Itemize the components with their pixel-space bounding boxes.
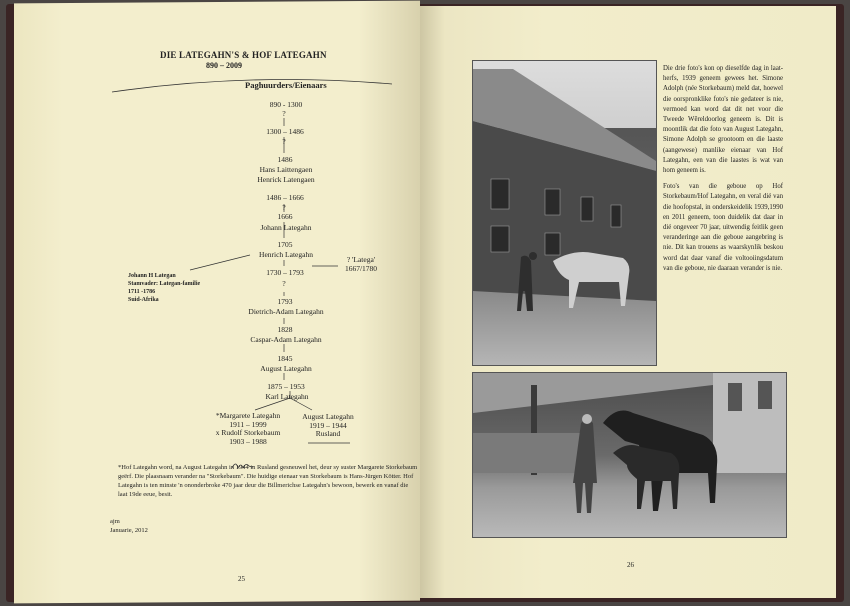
tree-node: Dietrich-Adam Lategahn <box>248 307 324 316</box>
farmhouse-photo-drawing <box>473 61 656 365</box>
tree-node: ? <box>282 109 286 118</box>
page-number-left: 25 <box>238 575 245 583</box>
tree-node: 1793 <box>277 297 293 306</box>
tree-node: 1486 <box>277 155 293 164</box>
tree-node: 1875 – 1953 <box>267 382 305 391</box>
tree-node: 1666 <box>277 212 293 221</box>
child-august: August Lategahn 1919 – 1944 Rusland <box>302 412 354 438</box>
tree-node: Karl Lategahn <box>265 392 309 401</box>
tree-node: 1486 – 1666 <box>266 193 304 202</box>
paragraph-1: Die drie foto's kon op dieselfde dag in laat-herfs, 1939 geneem gewees het. Simone Adolph (née Storkebaum) meld dat, hoewel die oorspronklike foto's nie gedateer is nie, vermoed kan word dat dit net voor die Tweede Wêreldoorlog geneem is. Dit is moontlik dat die foto van August Lategahn, Simone Adolph se grootoom en die laaste (aangewese) manlike eienaar van Hof Lategahn, een van die laastes is wat van hom geneem is. <box>663 65 783 175</box>
child-margarete: *Margarete Lategahn 1911 – 1999 x Rudolf Storkebaum 1903 – 1988 <box>215 411 281 446</box>
paragraph-2: Foto's van die geboue op Hof Storkebaum/Hof Lategahn, en veral dié van die hoofopstal, in onderskeidelik 1939,1990 en 2011 geneem, toon duidelik dat daar in dié ongeveer 70 jaar, uitwendig feitlik geen veranderinge aan die geboue aangebring is nie. Dit kan trouens as waarskynlik beskou word dat daar vanaf die voltooiingsdatum van die geboue, nie daaraan verander is nie. <box>663 183 783 272</box>
tree-node: Henrick Latengaen <box>257 175 315 184</box>
title-years: 890 – 2009 <box>206 61 242 70</box>
farmhouse-photo <box>472 60 657 366</box>
tree-node: ? <box>282 203 286 212</box>
signature-block: ajm Januarie, 2012 <box>110 518 148 534</box>
right-page-text <box>663 64 783 280</box>
tree-node: 1705 <box>277 240 293 249</box>
side-right-node: ? 'Latega' 1667/1780 <box>344 255 378 273</box>
side-ancestor: Johann H Lategan Stamvader: Lategan-familie 1711 -1786 Suid-Afrika <box>128 273 201 303</box>
tree-node: Hans Laittengaen <box>259 165 313 174</box>
tree-node: 1828 <box>277 325 293 334</box>
tree-heading: Paghuurders/Eienaars <box>245 80 327 90</box>
tree-node: Henrich Lategahn <box>259 250 313 259</box>
tree-node: Caspar-Adam Lategahn <box>250 335 322 344</box>
tree-node: 1845 <box>277 354 293 363</box>
tree-node: 890 - 1300 <box>269 100 303 109</box>
tree-node: August Lategahn <box>260 364 312 373</box>
tree-node: 1730 – 1793 <box>266 268 304 277</box>
tree-node: Johann Lategahn <box>260 223 312 232</box>
tree-node: ? <box>282 279 286 288</box>
page-number-right: 26 <box>627 561 634 569</box>
footnote: *Hof Lategahn word, na August Lategahn in 1944 in Rusland gesneuwel het, deur sy suster Margarete Storkebaum geërf. Die plaasnaam verander na "Storkebaum". Die huidige eienaar van Storkebaum is Hans-Jürgen Kötter. Hof Lategahn is ten minste 'n ononderbroke 470 jaar deur die Billmerichse Lategahn's bewoon, bewerk en vanaf die laat 19de eeue, besit. <box>118 464 418 498</box>
tree-node: 1300 – 1486 <box>266 127 304 136</box>
stable-horses-photo <box>472 372 787 538</box>
page-title: DIE LATEGAHN'S & HOF LATEGAHN <box>160 50 327 60</box>
tree-node: ? <box>282 137 286 146</box>
stable-photo-drawing <box>473 373 786 537</box>
